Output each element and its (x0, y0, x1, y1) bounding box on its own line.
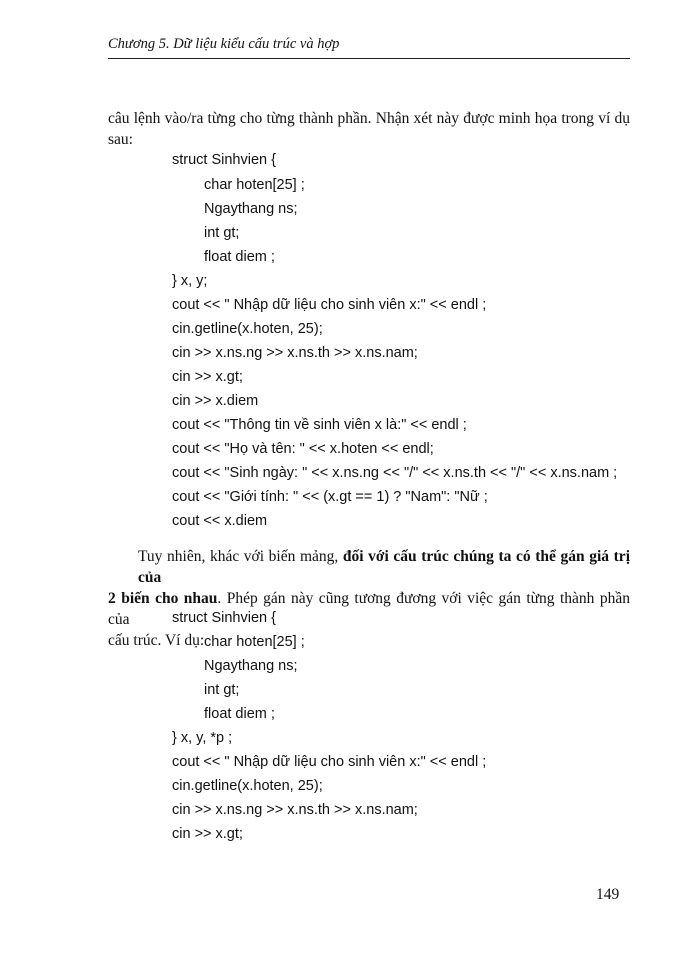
paragraph-intro-line-1: câu lệnh vào/ra từng cho từng thành phần. Nhận xét này được minh họa trong ví dụ (108, 110, 630, 127)
code-line: } x, y, *p ; (172, 730, 233, 746)
code-line: char hoten[25] ; (204, 177, 305, 193)
code-line: Ngaythang ns; (204, 201, 298, 217)
code-line: cout << " Nhập dữ liệu cho sinh viên x:" << endl ; (172, 297, 487, 313)
header-rule (108, 58, 630, 59)
code-line: cin >> x.ns.ng >> x.ns.th >> x.ns.nam; (172, 802, 418, 818)
code-line: struct Sinhvien { (172, 152, 276, 168)
code-line: Ngaythang ns; (204, 658, 298, 674)
code-line: cout << "Giới tính: " << (x.gt == 1) ? "Nam": "Nữ ; (172, 489, 488, 505)
code-line: float diem ; (204, 249, 275, 265)
code-line: cout << " Nhập dữ liệu cho sinh viên x:" << endl ; (172, 754, 487, 770)
chapter-header: Chương 5. Dữ liệu kiểu cấu trúc và hợp (108, 36, 340, 52)
paragraph-assignment-line-1 (108, 546, 630, 588)
paragraph-intro-line-2: sau: (108, 131, 133, 148)
code-line: } x, y; (172, 273, 208, 289)
paragraph-assignment-line-3: cấu trúc. Ví dụ: (108, 632, 205, 649)
code-line: int gt; (204, 225, 240, 241)
code-line: cin.getline(x.hoten, 25); (172, 321, 323, 337)
code-line: cin >> x.gt; (172, 826, 243, 842)
code-line: char hoten[25] ; (204, 634, 305, 650)
code-line: float diem ; (204, 706, 275, 722)
paragraph-bold-text: đối với cấu trúc chúng ta có thể gán giá trị của (138, 548, 630, 586)
paragraph-text: . Phép gán này cũng tương đương với việc gán từng thành phần của (108, 590, 630, 628)
code-line: cin >> x.diem (172, 393, 259, 409)
code-line: cout << x.diem (172, 513, 268, 529)
paragraph-bold-text: 2 biến cho nhau (108, 590, 218, 607)
code-line: cin.getline(x.hoten, 25); (172, 778, 323, 794)
code-line: cout << "Thông tin về sinh viên x là:" << endl ; (172, 417, 467, 433)
code-line: int gt; (204, 682, 240, 698)
code-line: cin >> x.ns.ng >> x.ns.th >> x.ns.nam; (172, 345, 418, 361)
paragraph-assignment (108, 546, 630, 651)
paragraph-text: Tuy nhiên, khác với biến mảng, (138, 548, 343, 565)
code-line: cout << "Sinh ngày: " << x.ns.ng << "/" << x.ns.th << "/" << x.ns.nam ; (172, 465, 618, 481)
code-line: cout << "Họ và tên: " << x.hoten << endl; (172, 441, 434, 457)
page-number: 149 (596, 886, 620, 903)
code-line: cin >> x.gt; (172, 369, 243, 385)
code-line: struct Sinhvien { (172, 610, 276, 626)
paragraph-intro (108, 108, 630, 150)
